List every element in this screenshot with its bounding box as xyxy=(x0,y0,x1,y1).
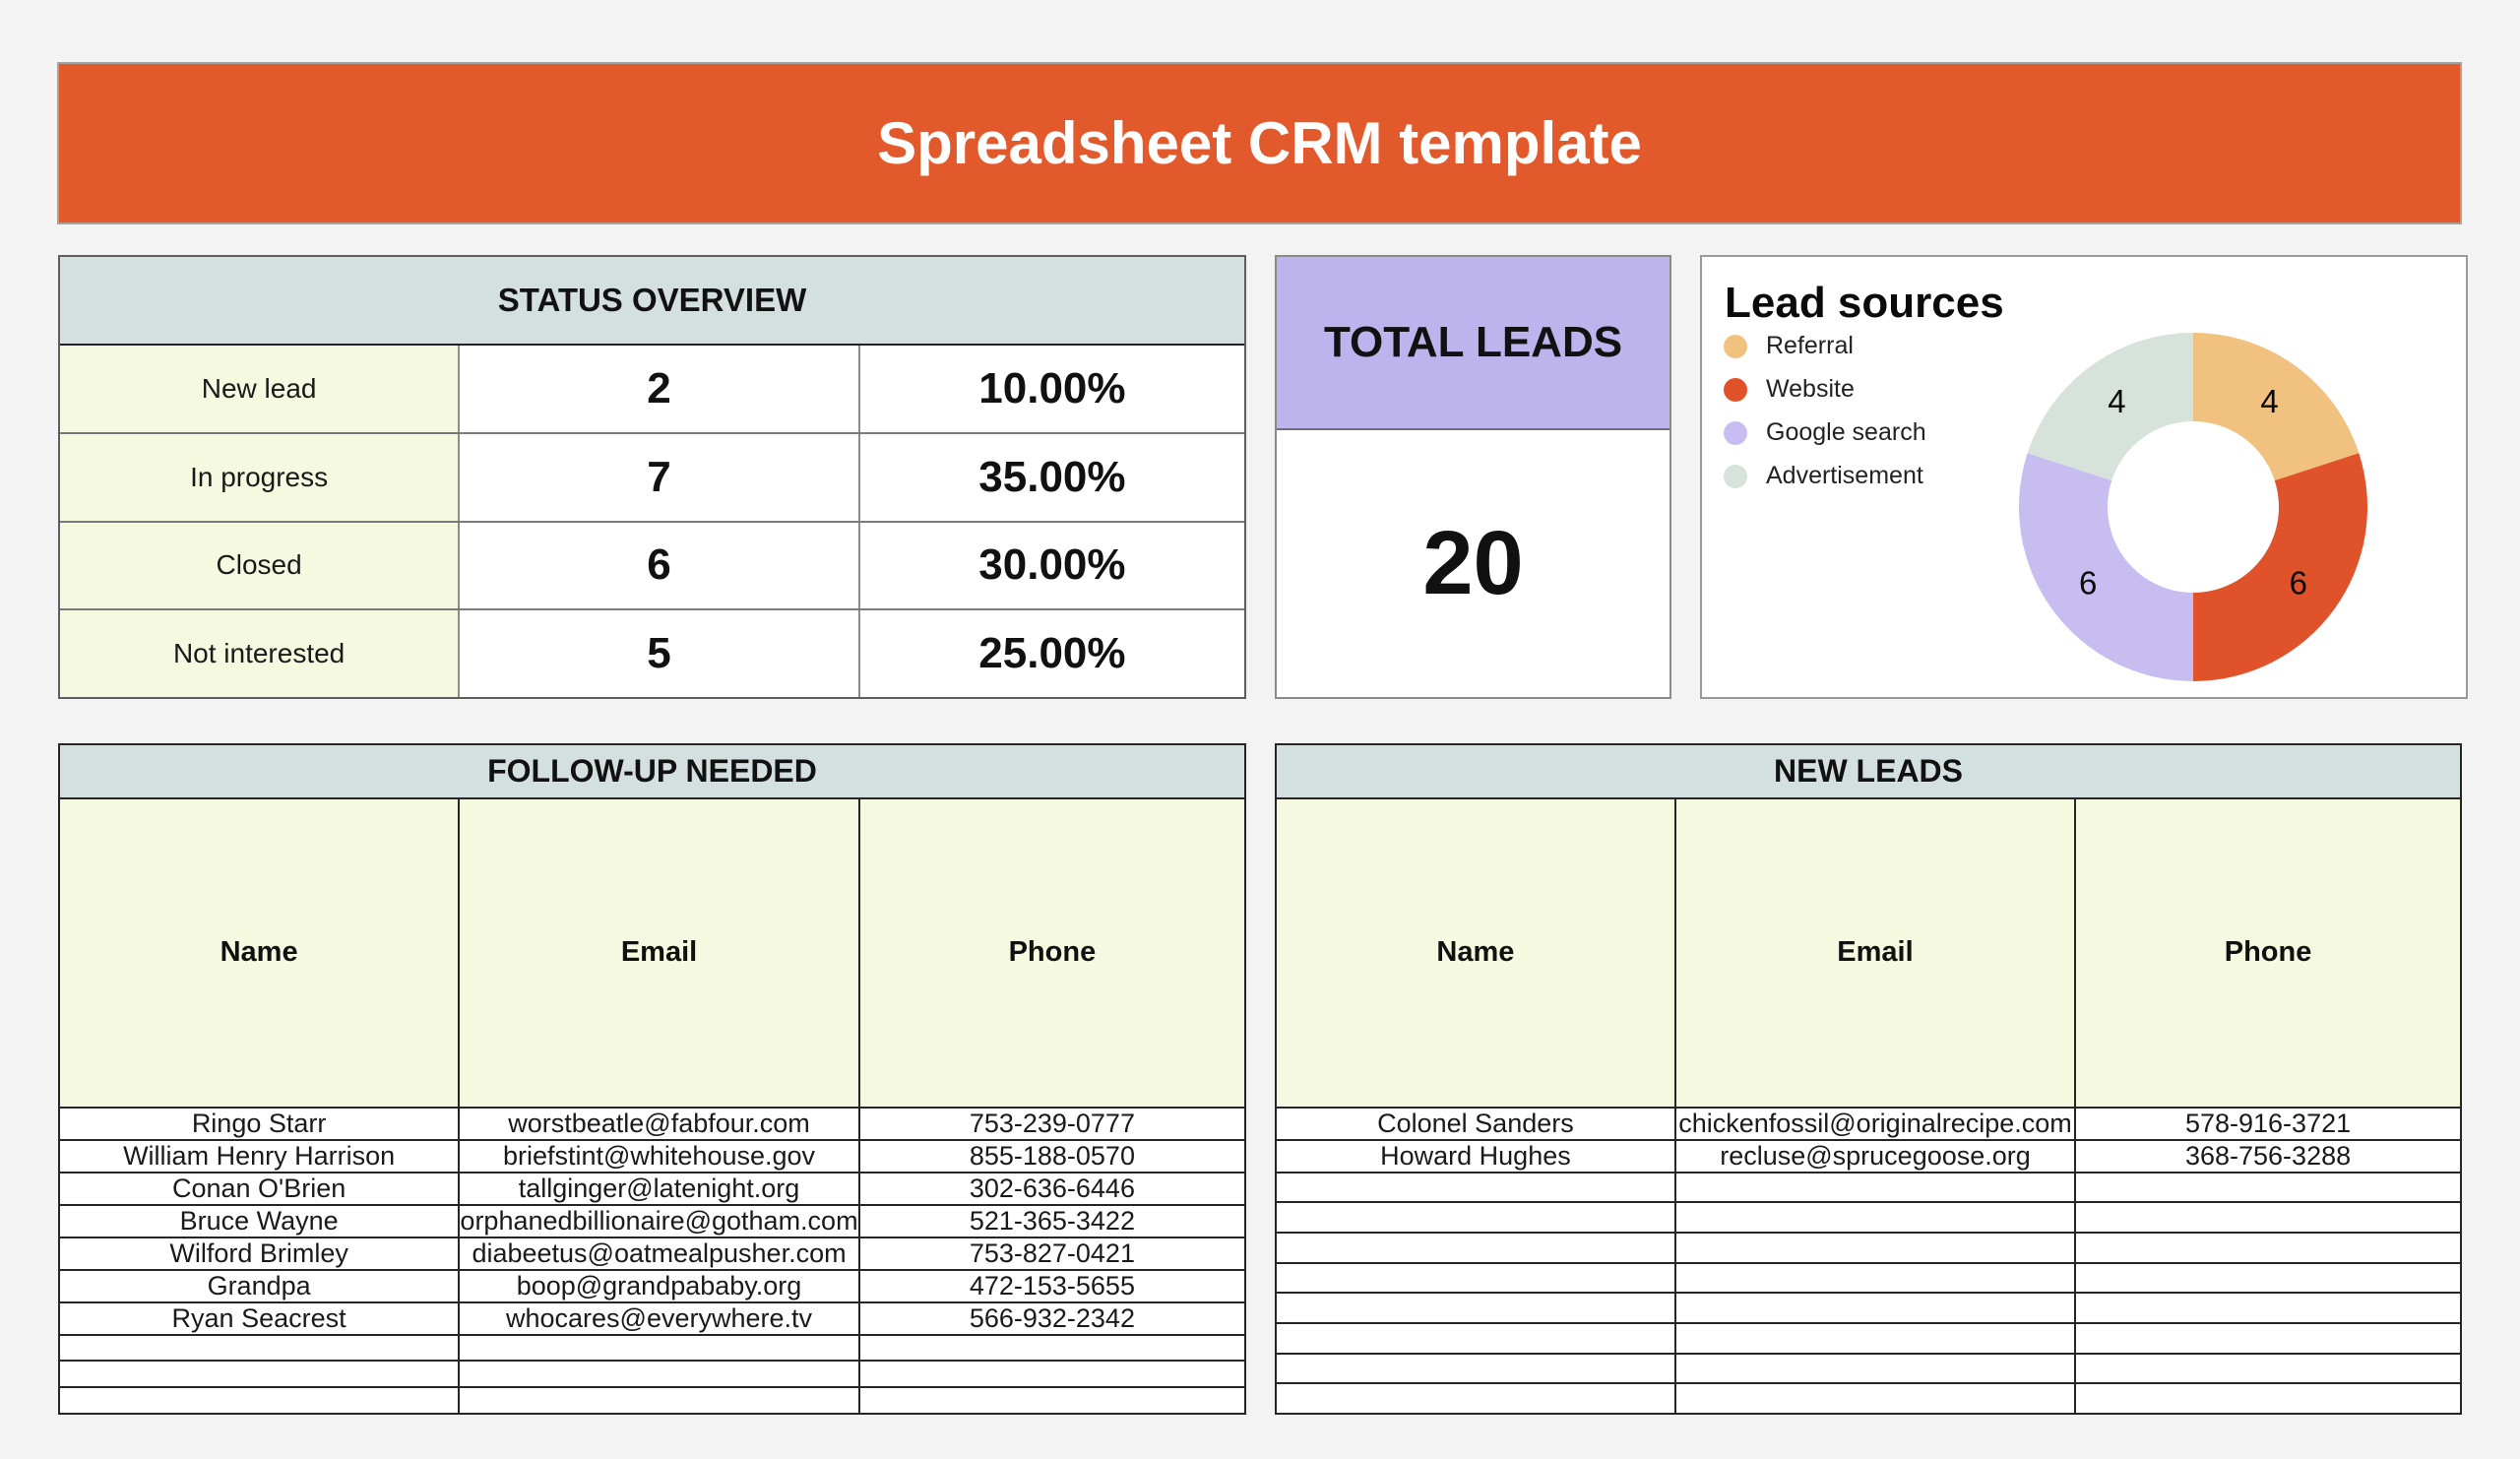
donut-value-label: 6 xyxy=(2079,564,2098,602)
column-header-email: Email xyxy=(1674,799,2074,1107)
email-cell[interactable] xyxy=(458,1388,858,1413)
phone-cell[interactable] xyxy=(2074,1294,2460,1322)
legend-label: Advertisement xyxy=(1766,462,1923,489)
table-row xyxy=(1277,1201,2460,1232)
name-cell[interactable] xyxy=(1277,1174,1674,1202)
email-cell[interactable] xyxy=(1674,1174,2074,1202)
email-cell[interactable] xyxy=(1674,1203,2074,1232)
new-leads-title: NEW LEADS xyxy=(1277,745,2460,797)
lead-sources-title: Lead sources xyxy=(1725,279,2004,327)
table-row xyxy=(60,1172,1244,1204)
phone-cell[interactable] xyxy=(858,1336,1244,1361)
follow-up-column-header-row xyxy=(60,797,1244,1107)
total-leads-header: TOTAL LEADS xyxy=(1277,257,1670,430)
email-cell[interactable] xyxy=(1674,1294,2074,1322)
phone-cell[interactable] xyxy=(2074,1324,2460,1353)
email-cell[interactable] xyxy=(458,1336,858,1361)
total-leads-card xyxy=(1275,255,1671,699)
legend-label: Website xyxy=(1766,375,1855,403)
table-row xyxy=(1277,1107,2460,1139)
email-cell[interactable] xyxy=(1674,1355,2074,1383)
table-row xyxy=(60,1386,1244,1413)
phone-cell[interactable]: 521-365-3422 xyxy=(858,1206,1244,1237)
name-cell[interactable] xyxy=(1277,1384,1674,1413)
legend-label: Referral xyxy=(1766,332,1854,359)
status-label-cell[interactable]: New lead xyxy=(60,346,458,432)
donut-value-label: 4 xyxy=(2260,383,2279,420)
phone-cell[interactable] xyxy=(2074,1355,2460,1383)
phone-cell[interactable] xyxy=(2074,1384,2460,1413)
table-row xyxy=(60,1237,1244,1269)
email-cell[interactable] xyxy=(458,1362,858,1386)
name-cell[interactable] xyxy=(1277,1324,1674,1353)
table-row xyxy=(1277,1139,2460,1172)
email-cell[interactable]: briefstint@whitehouse.gov xyxy=(458,1141,858,1172)
phone-cell[interactable] xyxy=(2074,1264,2460,1293)
legend-label: Google search xyxy=(1766,418,1926,446)
name-cell[interactable] xyxy=(60,1362,458,1386)
status-count-cell[interactable]: 2 xyxy=(458,346,858,432)
phone-cell[interactable] xyxy=(858,1362,1244,1386)
email-cell[interactable]: tallginger@latenight.org xyxy=(458,1174,858,1204)
column-header-phone: Phone xyxy=(858,799,1244,1107)
name-cell[interactable] xyxy=(1277,1294,1674,1322)
phone-cell[interactable]: 753-827-0421 xyxy=(858,1238,1244,1269)
table-row xyxy=(1277,1353,2460,1383)
table-row xyxy=(1277,1382,2460,1413)
column-header-name: Name xyxy=(220,936,298,969)
table-row xyxy=(60,1139,1244,1172)
table-row xyxy=(60,1204,1244,1237)
email-cell[interactable]: worstbeatle@fabfour.com xyxy=(458,1109,858,1139)
phone-cell[interactable]: 578-916-3721 xyxy=(2074,1109,2460,1139)
follow-up-body xyxy=(60,1107,1244,1414)
new-leads-column-header-row xyxy=(1277,797,2460,1107)
name-cell[interactable]: Colonel Sanders xyxy=(1377,1108,1574,1138)
email-cell[interactable]: whocares@everywhere.tv xyxy=(458,1303,858,1334)
status-row xyxy=(60,608,1244,697)
follow-up-table xyxy=(58,743,1246,1415)
status-percent-cell[interactable]: 35.00% xyxy=(858,434,1244,521)
table-row xyxy=(60,1301,1244,1334)
table-row xyxy=(1277,1172,2460,1202)
name-cell[interactable] xyxy=(60,1388,458,1413)
phone-cell[interactable]: 855-188-0570 xyxy=(858,1141,1244,1172)
name-cell[interactable]: Howard Hughes xyxy=(1380,1140,1571,1171)
status-label-cell[interactable]: Not interested xyxy=(60,610,458,697)
donut-chart xyxy=(1702,257,2466,697)
email-cell[interactable]: recluse@sprucegoose.org xyxy=(1674,1141,2074,1172)
name-cell[interactable] xyxy=(1277,1234,1674,1262)
column-header-email: Email xyxy=(458,799,858,1107)
phone-cell[interactable]: 566-932-2342 xyxy=(858,1303,1244,1334)
status-count-cell[interactable]: 5 xyxy=(458,610,858,697)
status-percent-cell[interactable]: 25.00% xyxy=(858,610,1244,697)
table-row xyxy=(60,1334,1244,1361)
page-banner xyxy=(57,62,2462,224)
email-cell[interactable] xyxy=(1674,1234,2074,1262)
status-row xyxy=(60,521,1244,609)
name-cell[interactable] xyxy=(1277,1264,1674,1293)
name-cell[interactable]: Wilford Brimley xyxy=(169,1237,348,1268)
table-row xyxy=(1277,1322,2460,1353)
donut-value-label: 6 xyxy=(2289,564,2307,602)
table-row xyxy=(1277,1262,2460,1293)
email-cell[interactable]: boop@grandpababy.org xyxy=(458,1271,858,1301)
status-overview-table xyxy=(58,255,1246,699)
name-cell[interactable]: Bruce Wayne xyxy=(179,1205,339,1236)
name-cell[interactable] xyxy=(60,1336,458,1361)
phone-cell[interactable]: 368-756-3288 xyxy=(2074,1141,2460,1172)
donut-value-label: 4 xyxy=(2108,383,2126,420)
total-leads-value[interactable]: 20 xyxy=(1422,513,1524,613)
column-header-phone: Phone xyxy=(2074,799,2460,1107)
name-cell[interactable]: Grandpa xyxy=(207,1270,311,1300)
phone-cell[interactable]: 753-239-0777 xyxy=(858,1109,1244,1139)
page-title: Spreadsheet CRM template xyxy=(877,110,1642,176)
table-row xyxy=(60,1360,1244,1386)
status-row xyxy=(60,344,1244,432)
phone-cell[interactable] xyxy=(2074,1203,2460,1232)
column-header-name: Name xyxy=(1436,936,1515,969)
email-cell[interactable] xyxy=(1674,1384,2074,1413)
phone-cell[interactable]: 302-636-6446 xyxy=(858,1174,1244,1204)
name-cell[interactable]: William Henry Harrison xyxy=(123,1140,396,1171)
email-cell[interactable]: chickenfossil@originalrecipe.com xyxy=(1674,1109,2074,1139)
email-cell[interactable] xyxy=(1674,1264,2074,1293)
status-label-cell[interactable]: In progress xyxy=(60,434,458,521)
status-overview-title: STATUS OVERVIEW xyxy=(60,257,1244,344)
name-cell[interactable]: Ryan Seacrest xyxy=(171,1302,346,1333)
follow-up-title: FOLLOW-UP NEEDED xyxy=(60,745,1244,797)
status-percent-cell[interactable]: 30.00% xyxy=(858,523,1244,609)
lead-sources-card xyxy=(1700,255,2468,699)
table-row xyxy=(1277,1292,2460,1322)
donut-segment-google-search xyxy=(2019,453,2193,681)
email-cell[interactable]: diabeetus@oatmealpusher.com xyxy=(458,1238,858,1269)
phone-cell[interactable]: 472-153-5655 xyxy=(858,1271,1244,1301)
phone-cell[interactable] xyxy=(2074,1234,2460,1262)
donut-segment-website xyxy=(2193,453,2367,681)
table-row xyxy=(60,1107,1244,1139)
email-cell[interactable]: orphanedbillionaire@gotham.com xyxy=(458,1206,858,1237)
name-cell[interactable] xyxy=(1277,1203,1674,1232)
status-count-cell[interactable]: 7 xyxy=(458,434,858,521)
new-leads-table xyxy=(1275,743,2462,1415)
phone-cell[interactable] xyxy=(858,1388,1244,1413)
name-cell[interactable] xyxy=(1277,1355,1674,1383)
table-row xyxy=(1277,1232,2460,1262)
status-row xyxy=(60,432,1244,521)
status-label-cell[interactable]: Closed xyxy=(60,523,458,609)
status-percent-cell[interactable]: 10.00% xyxy=(858,346,1244,432)
phone-cell[interactable] xyxy=(2074,1174,2460,1202)
table-row xyxy=(60,1269,1244,1301)
email-cell[interactable] xyxy=(1674,1324,2074,1353)
name-cell[interactable]: Conan O'Brien xyxy=(171,1173,346,1203)
new-leads-body xyxy=(1277,1107,2460,1414)
status-overview-body xyxy=(60,344,1244,697)
status-count-cell[interactable]: 6 xyxy=(458,523,858,609)
name-cell[interactable]: Ringo Starr xyxy=(191,1108,327,1138)
